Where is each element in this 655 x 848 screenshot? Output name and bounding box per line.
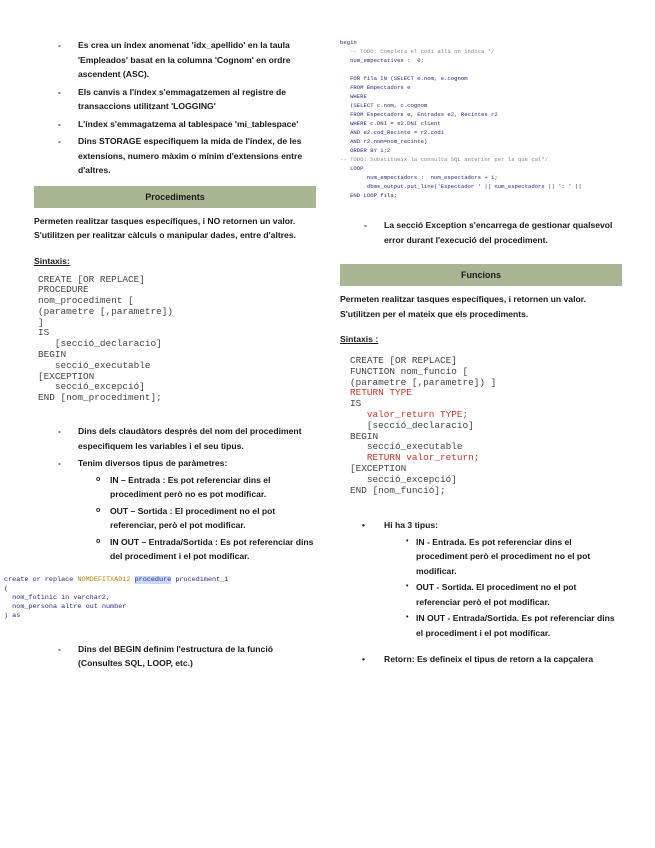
code-line: IS: [350, 398, 362, 410]
code-line: secció_executable: [350, 441, 463, 453]
code-line: RETURN TYPE: [350, 387, 412, 399]
intro-bullet: - Els canvis a l'índex s'emmagatzemen al registre de transaccions utilitzant 'LOGGING': [34, 85, 316, 114]
code-line: FOR fila IN (SELECT e.nom, e.cognom: [340, 75, 468, 82]
code-token: procedure: [134, 575, 172, 584]
code-line: -- TODO: Completa el codi allà on indica */: [340, 48, 495, 55]
intro-bullet: - Dins STORAGE especifiquem la mida de l'índex, de les extensions, numero màxim o mínim d'extensions entre d'altres.: [34, 134, 316, 178]
function-syntax-code: [350, 356, 622, 496]
types-bullet-list: [340, 518, 622, 667]
code-line: LOOP: [340, 165, 364, 172]
procediments-title: Procediments: [145, 191, 205, 202]
return-bullet: • Retorn: Es defineix el tipus de retorn a la capçalera: [340, 652, 622, 667]
function-types-list: [384, 535, 622, 641]
funcions-header: [340, 264, 622, 286]
code-line: [secció_declaracio]: [38, 338, 162, 350]
code-token: nom_fotinic in varchar2,: [4, 593, 111, 602]
code-token: procediment_1: [171, 575, 229, 584]
begin-bullet: - Dins del BEGIN definim l'estructura de la funció (Consultes SQL, LOOP, etc.): [34, 642, 316, 671]
funcions-title: Funcions: [461, 270, 501, 280]
param-type-inout: o IN OUT – Entrada/Sortida : Es pot referenciar dins del procediment i el pot modificar.: [78, 535, 316, 564]
code-line: nom_procediment [: [38, 295, 134, 307]
code-token: (: [4, 584, 9, 593]
code-line: valor_return TYPE;: [350, 408, 469, 420]
code-line: ]: [38, 316, 44, 328]
code-line: [4, 612, 316, 621]
intro-bullet: - Es crea un índex anomenat 'idx_apellido' en la taula 'Empleados' basat en la columna 'Cognom' en ordre ascendent (ASC).: [34, 38, 316, 82]
code-line: BEGIN: [350, 430, 379, 442]
code-line: PROCEDURE: [38, 284, 89, 296]
code-token: NOMDEFITXAD12: [77, 575, 135, 584]
code-line: secció_executable: [38, 359, 151, 371]
code-line: (SELECT c.nom, c.cognom: [340, 102, 428, 109]
param-bullet: - Dins dels claudàtors després del nom del procediment especifiquem les variables i el seu tipus.: [34, 424, 316, 453]
code-line: END LOOP fila;: [340, 192, 398, 199]
code-line: AND r2.nom=nom_recinte): [340, 138, 428, 145]
function-type-in: • IN - Entrada. Es pot referenciar dins el procediment però el procediment no el pot modificar.: [384, 535, 622, 579]
code-token: ) as: [4, 612, 21, 621]
begin-bullet-list: [34, 642, 316, 671]
exception-bullet-list: [340, 218, 622, 247]
code-line: [4, 576, 316, 585]
param-types-list: [78, 473, 316, 564]
procedure-example-screenshot: [4, 576, 316, 622]
procedure-body-screenshot: [340, 38, 622, 200]
code-line: secció_excepció]: [350, 473, 457, 485]
exception-bullet: - La secció Exception s'encarrega de gestionar qualsevol error durant l'execució del procediment.: [340, 218, 622, 247]
procediments-description: Permeten realitzar tasques específiques, i NO retornen un valor. S'utilitzen per realitzar càlculs o manipular dades, entre d'altres.: [34, 215, 296, 240]
code-line: dbms_output.put_line('Espectador ' || num_espectadors || ': ' ||: [340, 183, 582, 190]
code-line: END [nom_funció];: [350, 484, 446, 496]
syntax-label: Sintaxis:: [34, 255, 70, 266]
code-line: [EXCEPTION: [350, 462, 407, 474]
code-line: begin: [340, 39, 357, 46]
code-line: [secció_declaracio]: [350, 419, 474, 431]
procediments-header: [34, 186, 316, 208]
types-intro: Hi ha 3 tipus:: [384, 520, 438, 531]
code-token: create or replace: [4, 575, 78, 584]
procedure-syntax-code: [38, 275, 316, 405]
code-line: [EXCEPTION: [38, 370, 95, 382]
code-line: -- TODO: Substitueix la consulta SQL anterior per la que cal*/: [340, 156, 549, 163]
code-line: FUNCTION nom_funcio [: [350, 365, 469, 377]
code-line: CREATE [OR REPLACE]: [350, 355, 457, 366]
function-type-inout: • IN OUT - Entrada/Sortida. Es pot referenciar dins el procediment i el pot modificar.: [384, 611, 622, 640]
code-line: IS: [38, 327, 50, 339]
code-line: (parametre [,parametre]): [38, 305, 174, 317]
code-line: END [nom_procediment];: [38, 392, 162, 404]
code-line: ORDER BY 1;2: [340, 147, 391, 154]
code-line: [4, 603, 316, 612]
left-column: [4, 0, 316, 674]
code-token: nom_persona altre out number: [4, 603, 127, 612]
funcions-description: Permeten realitzar tasques específiques, i retornen un valor. S'utilitzen per el mateix que els procediments.: [340, 294, 586, 319]
param-types-intro: Tenim diversos tipus de paràmetres:: [78, 458, 228, 469]
param-bullet: [34, 456, 316, 564]
code-line: num_empectadors : num_espectadors + 1;: [340, 174, 498, 181]
param-type-out: o OUT – Sortida : El procediment no el pot referenciar, però el pot modificar.: [78, 504, 316, 533]
code-line: CREATE [OR REPLACE]: [38, 273, 145, 285]
code-line: RETURN valor_return;: [350, 452, 480, 464]
code-line: BEGIN: [38, 349, 67, 361]
right-column: [340, 0, 622, 670]
param-bullet-list: [34, 424, 316, 564]
code-line: WHERE c.DNI = e2.DNI client: [340, 120, 441, 127]
code-line: FROM Empectadors e: [340, 84, 411, 91]
code-line: [340, 65, 622, 74]
code-line: FROM Espectadors e, Entrades e2, Recintes r2: [340, 111, 498, 118]
param-type-in: o IN – Entrada : Es pot referenciar dins el procediment però no es pot modificar.: [78, 473, 316, 502]
types-bullet: [340, 518, 622, 640]
code-line: [4, 594, 316, 603]
code-line: WHERE: [340, 93, 367, 100]
intro-bullet-list: [34, 38, 316, 178]
code-line: num_empectatives : 0;: [340, 57, 424, 64]
syntax-label: Sintaxis :: [340, 334, 379, 344]
code-line: [4, 585, 316, 594]
code-line: AND e2.cod_Recinte = r2.codi: [340, 129, 445, 136]
intro-bullet: - L'índex s'emmagatzema al tablespace 'mi_tablespace': [34, 117, 316, 132]
code-line: (parametre [,parametre]) ]: [350, 376, 497, 388]
code-line: secció_excepció]: [38, 381, 145, 393]
function-type-out: • OUT - Sortida. El procediment no el pot referenciar però el pot modificar.: [384, 580, 622, 609]
